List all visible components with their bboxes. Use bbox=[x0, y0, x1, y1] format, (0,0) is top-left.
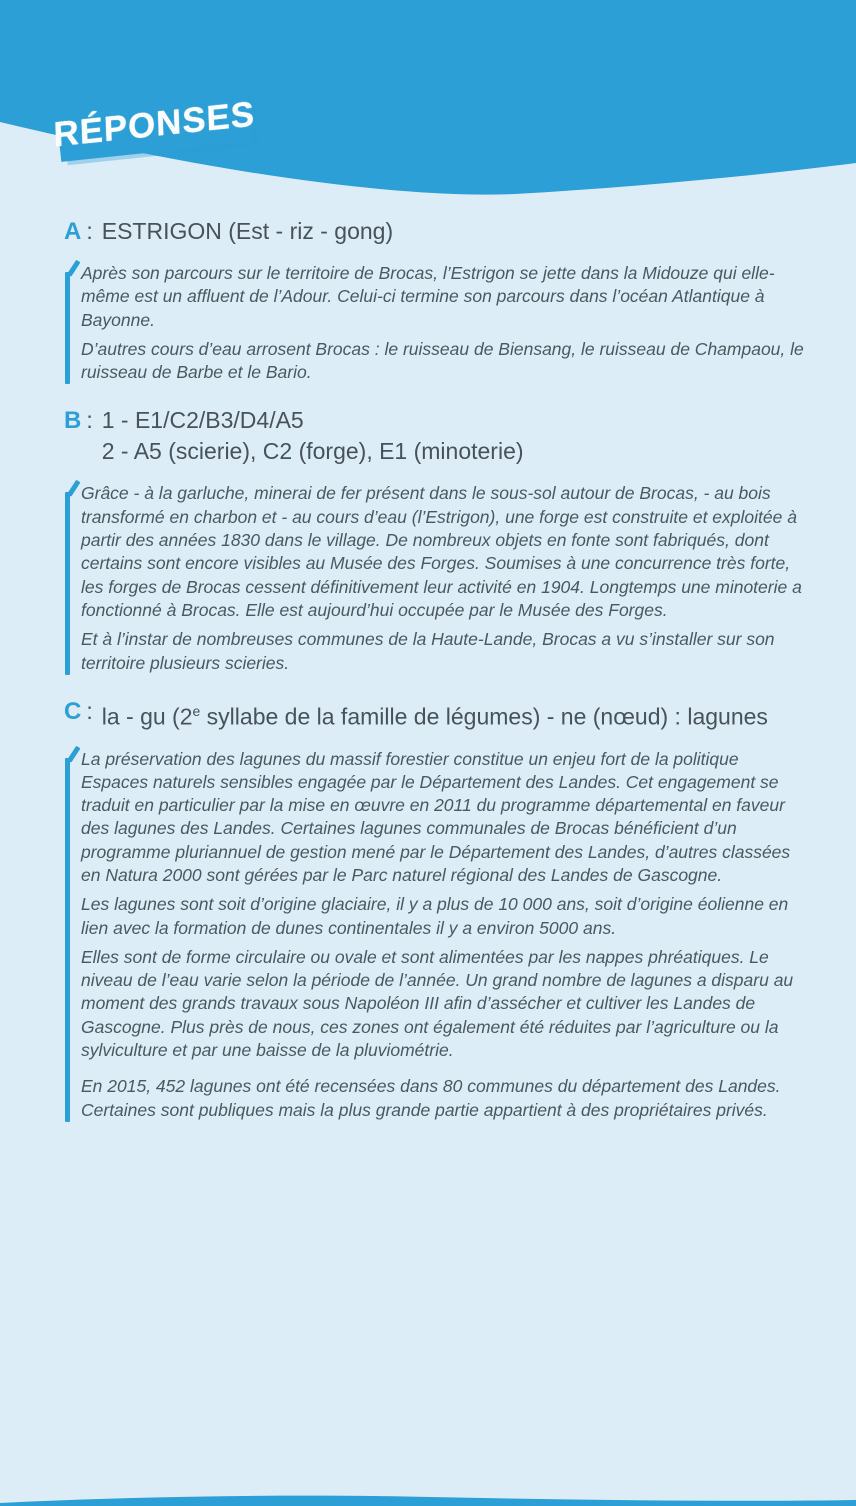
answers-content bbox=[0, 200, 856, 1126]
section-b-explanation bbox=[64, 478, 804, 678]
header-band bbox=[0, 0, 856, 200]
section-b-answer-2: 2 - A5 (scierie), C2 (forge), E1 (minoterie) bbox=[101, 438, 524, 465]
paragraph: Elles sont de forme circulaire ou ovale et sont alimentées par les nappes phréatiques. Le niveau de l’eau varie selon la période de l’année. Un grand nombre de lagunes a disparu au moment des grands travaux sous Napoléon III afin d’assécher et cultiver les Landes de Gascogne. Plus près de nous, ces zones ont également été réduites par l’agriculture ou la sylviculture et par une baisse de la pluviométrie. bbox=[81, 946, 794, 1061]
section-b-answers bbox=[102, 405, 524, 467]
section-a bbox=[64, 216, 804, 388]
section-c-title bbox=[102, 696, 768, 733]
paragraph: Après son parcours sur le territoire de Brocas, l’Estrigon se jette dans la Midouze qui elle-même est un affluent de l’Adour. Celui-ci termine son parcours dans l’océan Atlantique à Bayonne. bbox=[81, 263, 775, 330]
section-a-letter: A bbox=[64, 218, 82, 245]
section-a-colon: : bbox=[86, 218, 93, 244]
footer-wave bbox=[0, 1476, 856, 1506]
section-b bbox=[64, 405, 804, 678]
section-b-answer-1: 1 - E1/C2/B3/D4/A5 bbox=[101, 407, 304, 434]
section-c-explanation bbox=[64, 744, 804, 1126]
section-b-letter: B bbox=[64, 407, 82, 435]
paragraph: Les lagunes sont soit d’origine glaciaire, il y a plus de 10 000 ans, soit d’origine éolienne en lien avec la formation de dunes continentales il y a environ 5000 ans. bbox=[81, 894, 789, 938]
paragraph: D’autres cours d’eau arrosent Brocas : le ruisseau de Biensang, le ruisseau de Champaou, le ruisseau de Barbe et le Bario. bbox=[81, 338, 804, 383]
section-c-letter: C bbox=[64, 697, 82, 725]
section-c-colon: : bbox=[86, 697, 93, 724]
footer-wave-icon bbox=[0, 1476, 856, 1506]
section-a-heading bbox=[64, 216, 804, 247]
section-a-explanation bbox=[64, 258, 804, 388]
section-c-title-part: la - gu (2 bbox=[101, 703, 193, 730]
section-c-title-superscript: e bbox=[192, 702, 201, 719]
paragraph: La préservation des lagunes du massif forestier constitue un enjeu fort de la politique Espaces naturels sensibles engagée par le Département des Landes. Cet engagement se traduit en particulier par la mise en œuvre en 2011 du programme départemental en faveur des lagunes des Landes. Certaines lagunes communales de Brocas bénéficient d’un programme pluriannuel de gestion mené par le Département des Landes, d’autres classées en Natura 2000 sont gérées par le Parc naturel régional des Landes de Gascogne. bbox=[81, 748, 791, 885]
page-title: RÉPONSES bbox=[52, 94, 256, 155]
paragraph: Grâce - à la garluche, minerai de fer présent dans le sous-sol autour de Brocas, - au bois transformé en charbon et - au cours d’eau (l’Estrigon), une forge est construite et exploitée à partir des années 1830 dans le village. De nombreux objets en fonte sont fabriqués, dont certains sont encore visibles au Musée des Forges. Soumises à une concurrence très forte, les forges de Brocas cessent définitivement leur activité en 1904. Longtemps une minoterie a fonctionné à Brocas. Elle est aujourd’hui occupée par le Musée des Forges. bbox=[81, 483, 802, 620]
section-c-heading bbox=[64, 696, 804, 733]
section-c bbox=[64, 696, 804, 1126]
section-c-title-part: syllabe de la famille de légumes) - ne (nœud) : lagunes bbox=[200, 703, 768, 730]
paragraph: Et à l’instar de nombreuses communes de la Haute-Lande, Brocas a vu s’installer sur son territoire plusieurs scieries. bbox=[81, 629, 775, 673]
section-a-title: ESTRIGON (Est - riz - gong) bbox=[101, 218, 394, 244]
section-b-heading bbox=[64, 405, 804, 467]
paragraph: En 2015, 452 lagunes ont été recensées dans 80 communes du département des Landes. Certaines sont publiques mais la plus grande partie appartient à des propriétaires privés. bbox=[81, 1076, 781, 1120]
section-b-colon: : bbox=[86, 407, 93, 434]
